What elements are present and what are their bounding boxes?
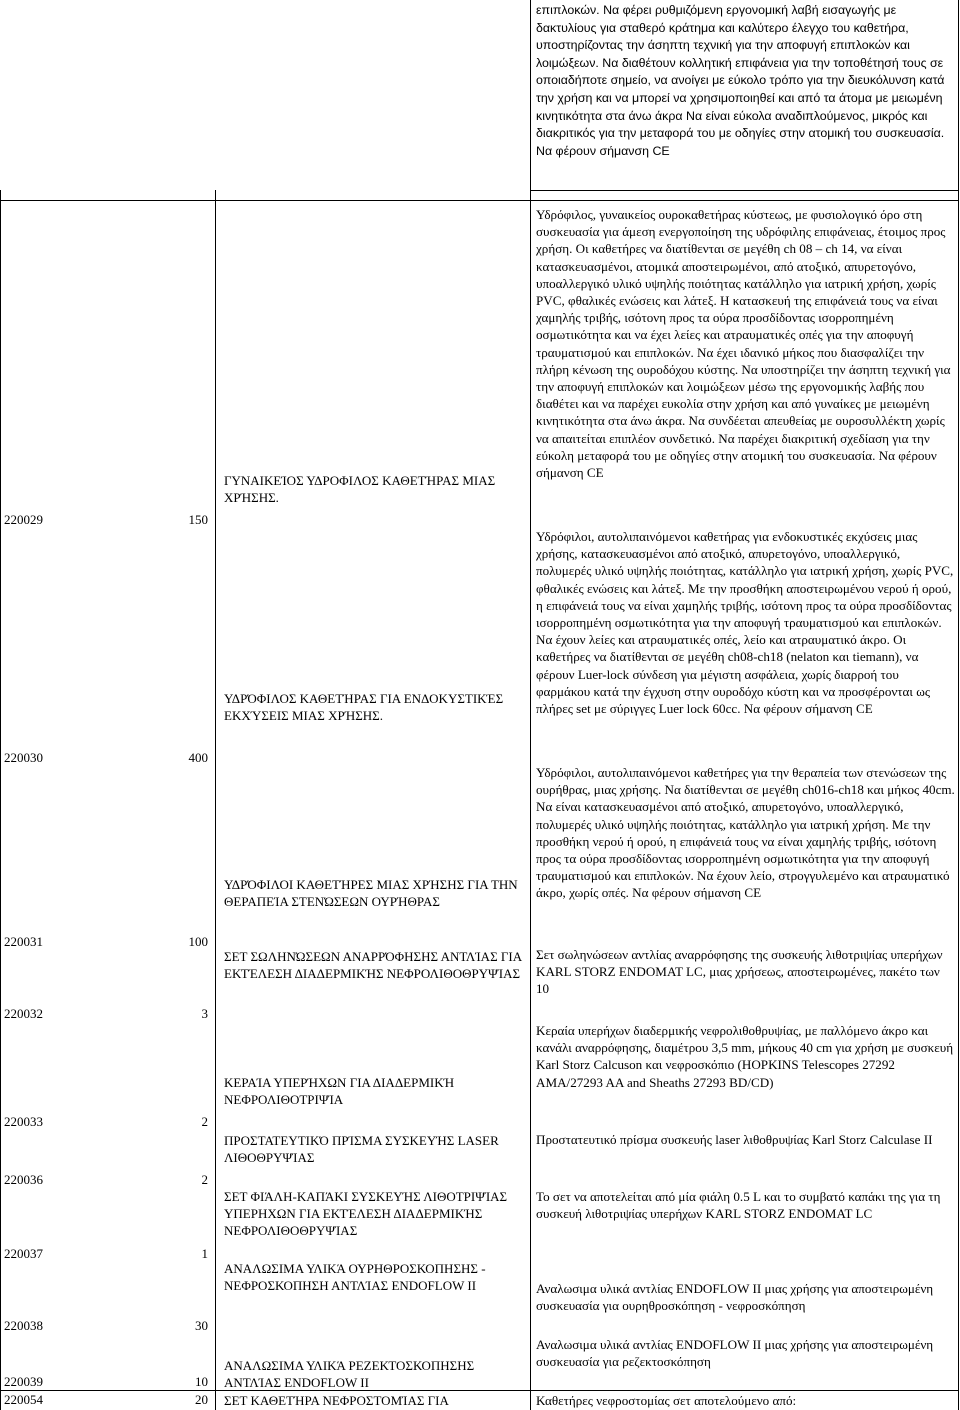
- item-name: ΑΝΑΛΩΣΙΜΑ ΥΛΙΚΆ ΡΕΖΕΚΤΟΣΚΟΠΗΣΗΣ ΑΝΤΛΊΑΣ ENDOFLOW II: [224, 1358, 475, 1390]
- item-description: Κεραία υπερήχων διαδερμικής νεφρολιθοθρυψίας, με παλλόμενο άκρο και κανάλι αναρρόφησης, διαμέτρου 3,5 mm, μήκους 40 cm για χρήση με συσκευή Karl Storz Calcuson και νεφροσκόπιο (HOPKINS Telescopes 27292 AMA/27293 AA and Sheaths 27293 BD/CD): [536, 1023, 954, 1090]
- item-quantity: 2: [201, 1114, 208, 1129]
- item-quantity: 400: [188, 750, 208, 765]
- item-description: Υδρόφιλοι, αυτολιπαινόμενοι καθετήρες για την θεραπεία των στενώσεων της ουρήθρας, μιας χρήσης. Να διατίθενται σε μεγέθη ch016-ch18 και μήκος 40cm. Να είναι κατασκευασμένοι από ατοξικό, απυρετογόνο, υποαλλεργικό, πολυμερές υλικό υψηλής ποιότητας, κατάλληλο για ιατρική χρήση. Με την προσθήκη νερού ή ορού, η επιφάνειά τους να είναι χαμηλής τριβής, ισότονη προς τα ούρα προσδίδοντας ισορροπημένη οσμωτικότητα για την αποφυγή τραυματισμού και επιπλοκών. Να έχουν λείο, στρογγυλεμένο και ατραυματικό άκρο, χωρίς οπές. Να φέρουν σήμανση CE: [536, 765, 955, 901]
- item-name: ΚΕΡΑΊΑ ΥΠΕΡΉΧΩΝ ΓΙΑ ΔΙΑΔΕΡΜΙΚΉ ΝΕΦΡΟΛΙΘΟΤΡΙΨΊΑ: [224, 1075, 455, 1107]
- table-top-border: [0, 200, 959, 201]
- item-description: Υδρόφιλος, γυναικείος ουροκαθετήρας κύστεως, με φυσιολογικό όρο στη συσκευασία για άμεση ενεργοποίηση της υδρόφιλης επιφάνειας, έτοιμος προς χρήση. Οι καθετήρες να διατίθενται σε μεγέθη ch 08 – ch 14, να είναι κατασκευασμένοι, ατομικά αποστειρωμένοι, από ατοξικό, απυρετογόνο, υποαλλεργικό υλικό υψηλής ποιότητας κατάλληλο για ιατρική χρήση, χωρίς PVC, φθαλικές ενώσεις και λάτεξ. Η κατασκευή της επιφάνειά τους να είναι χαμηλής τριβής, ισότονη προς τα ούρα προσδίδοντας ισορροπημένη οσμωτικότητα και να έχει λείες και ατραυματικές οπές για την αποφυγή τραυματισμού και επιπλοκών. Να έχει ιδανικό μήκος που διασφαλίζει την πλήρη κένωση της ουροδόχου κύστης. Να υποστηρίζει την άσηπτη τεχνική για την αποφυγή επιπλοκών και λοιμώξεων μέσω της εργονομικής λαβής που διαθέτει και να παρέχει ευκολία στην χρήση και από γυναίκες με μειωμένη κινητικότητα στα άνω άκρα. Να συνδέεται απευθείας με ουροσυλλέκτη χωρίς να απαιτείται επιπλέον συνδετικό. Να παρέχει διακριτική σχεδίαση για την εύκολη μεταφορά του με οδηγίες στην ατομική του συσκευασία. Να φέρουν σήμανση CE: [536, 207, 951, 481]
- right-border: [958, 0, 959, 1410]
- item-quantity: 150: [188, 512, 208, 527]
- item-code: 220031: [4, 934, 43, 949]
- item-code: 220029: [4, 512, 43, 527]
- item-code: 220036: [4, 1172, 43, 1187]
- item-description: Αναλωσιμα υλικά αντλίας ENDOFLOW II μιας χρήσης για αποστειρωμένη συσκευασία για ουρηθροσκόπηση - νεφροσκόπηση: [536, 1281, 934, 1314]
- item-quantity: 1: [201, 1246, 208, 1261]
- item-name: ΣΕΤ ΚΑΘΕΤΉΡΑ ΝΕΦΡΟΣΤΟΜΊΑΣ ΓΙΑ: [224, 1393, 449, 1408]
- item-description: Αναλωσιμα υλικά αντλίας ENDOFLOW II μιας χρήσης για αποστειρωμένη συσκευασία για ρεζεκτοσκόπηση: [536, 1337, 934, 1370]
- item-code: 220030: [4, 750, 43, 765]
- item-name: ΣΕΤ ΦΙΆΛΗ-ΚΑΠΆΚΙ ΣΥΣΚΕΥΉΣ ΛΙΘΟΤΡΙΨΊΑΣ ΥΠΕΡΗΧΩΝ ΓΙΑ ΕΚΤΈΛΕΣΗ ΔΙΑΔΕΡΜΙΚΉΣ ΝΕΦΡΟΛΙΘΟΘΡΥΨΊΑΣ: [224, 1189, 508, 1238]
- item-code: 220033: [4, 1114, 43, 1129]
- item-description: Σετ σωληνώσεων αντλίας αναρρόφησης της συσκευής λιθοτριψίας υπερήχων KARL STORZ ENDOMAT LC, μιας χρήσεως, αποστειρωμένες, πακέτο των 10: [536, 947, 943, 997]
- item-description: Το σετ να αποτελείται από μία φιάλη 0.5 L και το συμβατό καπάκι της για τη συσκευή λιθοτριψίας υπερήχων KARL STORZ ENDOMAT LC: [536, 1189, 941, 1222]
- item-quantity: 2: [201, 1172, 208, 1187]
- top-description-fragment: επιπλοκών. Να φέρει ρυθμιζόμενη εργονομική λαβή εισαγωγής με δακτυλίους για σταθερό κράτημα και καλύτερο έλεγχο του καθετήρα, υποστηρίζοντας την άσηπτη τεχνική για την αποφυγή επιπλοκών και λοιμώξεων. Να διαθέτουν κολλητική επιφάνεια για την τοποθέτησή τους σε οποιαδήποτε σημείο, να ανοίγει με εύκολο τρόπο για την διευκόλυνση κατά την χρήση και να μπορεί να χρησιμοποιηθεί και από τα άτομα με μειωμένη κινητικότητα στα άνω άκρα Να είναι εύκολα αναδιπλούμενος, μικρός και διακριτικός για την μεταφορά του με οδηγίες στην ατομική του συσκευασία. Να φέρουν σήμανση CE: [536, 3, 945, 158]
- item-code: 220037: [4, 1246, 43, 1261]
- left-border: [0, 190, 1, 1410]
- col-divider-1: [215, 190, 216, 1410]
- item-name: ΓΥΝΑΙΚΕΊΟΣ ΥΔΡΟΦΙΛΟΣ ΚΑΘΕΤΉΡΑΣ ΜΙΑΣ ΧΡΉΣΗΣ.: [224, 473, 496, 505]
- item-name: ΠΡΟΣΤΑΤΕΥΤΙΚΌ ΠΡΊΣΜΑ ΣΥΣΚΕΥΉΣ LASER ΛΙΘΟΘΡΥΨΊΑΣ: [224, 1133, 499, 1165]
- item-quantity: 3: [201, 1006, 208, 1021]
- item-quantity: 20: [195, 1392, 208, 1407]
- item-description: Υδρόφιλοι, αυτολιπαινόμενοι καθετήρας για ενδοκυστικές εκχύσεις μιας χρήσης, κατασκευασμένοι από ατοξικό, απυρετογόνο, υποαλλεργικό, πολυμερές υλικό υψηλής ποιότητας, κατάλληλο για ιατρική χρήση, χωρίς PVC, φθαλικές ενώσεις και λάτεξ. Με την προσθήκη αποστειρωμένου νερού ή ορού, η επιφάνειά τους να είναι χαμηλής τριβής, ισότονη προς τα ούρα προσδίδοντας ισορροπημένη οσμωτικότητα για την αποφυγή τραυματισμού και επιπλοκών. Να έχουν λείες και ατραυματικές οπές, λείο και ατραυματικό άκρο. Οι καθετήρες να διατίθενται σε μεγέθη ch08-ch18 (nelaton και tiemann), να φέρουν Luer-lock σύνδεση για μέγιστη ασφάλεια, χωρίς διαρροή του φαρμάκου κατά την έγχυση στην ουροδόχο κύστη και να προσφέρονται ως πλήρες set με σύριγγες Luer lock 60cc. Να φέρουν σήμανση CE: [536, 529, 954, 717]
- item-name: ΥΔΡΌΦΙΛΟΙ ΚΑΘΕΤΉΡΕΣ ΜΙΑΣ ΧΡΉΣΗΣ ΓΙΑ ΤΗΝ ΘΕΡΑΠΕΊΑ ΣΤΕΝΏΣΕΩΝ ΟΥΡΉΘΡΑΣ: [224, 877, 518, 909]
- item-code: 220054: [4, 1392, 43, 1407]
- item-code: 220032: [4, 1006, 43, 1021]
- item-name: ΥΔΡΌΦΙΛΟΣ ΚΑΘΕΤΉΡΑΣ ΓΙΑ ΕΝΔΟΚΥΣΤΙΚΈΣ ΕΚΧΎΣΕΙΣ ΜΙΑΣ ΧΡΉΣΗΣ.: [224, 691, 504, 723]
- item-quantity: 100: [188, 934, 208, 949]
- item-quantity: 30: [195, 1318, 208, 1333]
- item-description: Καθετήρες νεφροστομίας σετ αποτελούμενο από:: [536, 1393, 797, 1408]
- item-code: 220039: [4, 1374, 43, 1389]
- item-description: Προστατευτικό πρίσμα συσκευής laser λιθοθρυψίας Karl Storz Calculase II: [536, 1132, 933, 1147]
- fragment-bottom-border: [530, 190, 959, 191]
- item-code: 220038: [4, 1318, 43, 1333]
- col-divider-2: [530, 0, 531, 1410]
- item-name: ΣΕΤ ΣΩΛΗΝΏΣΕΩΝ ΑΝΑΡΡΌΦΗΣΗΣ ΑΝΤΛΊΑΣ ΓΙΑ ΕΚΤΈΛΕΣΗ ΔΙΑΔΕΡΜΙΚΉΣ ΝΕΦΡΟΛΙΘΟΘΡΥΨΊΑΣ: [224, 949, 522, 981]
- item-name: ΑΝΑΛΩΣΙΜΑ ΥΛΙΚΆ ΟΥΡΗΘΡΟΣΚΟΠΗΣΗΣ - ΝΕΦΡΟΣΚΟΠΗΣΗ ΑΝΤΛΊΑΣ ENDOFLOW II: [224, 1261, 486, 1293]
- item-quantity: 10: [195, 1374, 208, 1389]
